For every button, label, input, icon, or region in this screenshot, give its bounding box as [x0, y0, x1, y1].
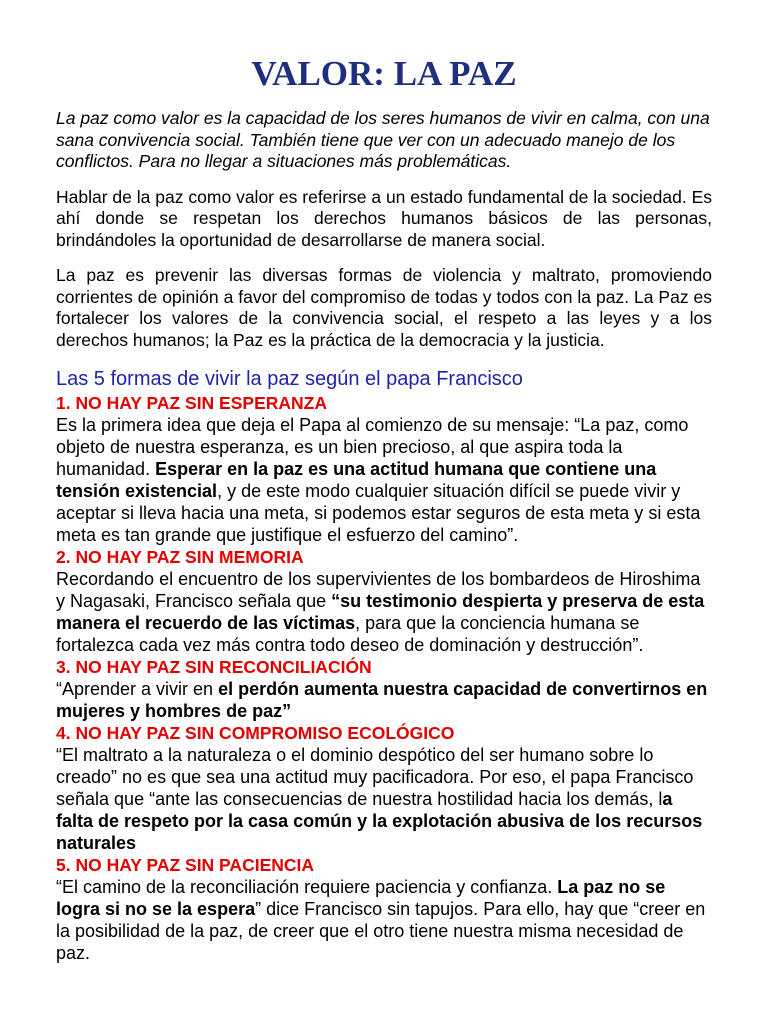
- item-text: Recordando el encuentro de los supervivientes de los bombardeos de Hiroshima y Nagasaki, Francisco señala que: [56, 569, 701, 611]
- item-title: 3. NO HAY PAZ SIN RECONCILIACIÓN: [56, 657, 372, 677]
- list-item: [56, 656, 712, 722]
- item-text: ” dice Francisco sin tapujos. Para ello, hay que “creer en la posibilidad de la paz, de creer que el otro tiene nuestra misma necesidad de paz.: [56, 899, 706, 963]
- item-text: “El camino de la reconciliación requiere paciencia y confianza.: [56, 877, 558, 897]
- item-body: [56, 414, 712, 546]
- item-bold-text: a falta de respeto por la casa común y la explotación abusiva de los recursos naturales: [56, 789, 703, 853]
- item-body: [56, 744, 712, 854]
- item-body: [56, 678, 712, 722]
- item-title: 2. NO HAY PAZ SIN MEMORIA: [56, 547, 304, 567]
- document-page: [56, 0, 712, 964]
- item-bold-text: “su testimonio despierta y preserva de esta manera el recuerdo de las víctimas: [56, 591, 705, 633]
- item-title: 5. NO HAY PAZ SIN PACIENCIA: [56, 855, 315, 875]
- section-subtitle: Las 5 formas de vivir la paz según el papa Francisco: [56, 368, 523, 390]
- list-item: [56, 546, 712, 656]
- intro-paragraph: La paz como valor es la capacidad de los seres humanos de vivir en calma, con una sana convivencia social. También tiene que ver con un adecuado manejo de los conflictos. Para no llegar a situaciones más problemáticas.: [56, 108, 710, 171]
- item-text: “Aprender a vivir en: [56, 679, 219, 699]
- list-item: [56, 392, 712, 546]
- list-item: [56, 722, 712, 854]
- item-bold-text: Esperar en la paz es una actitud humana que contiene una tensión existencial: [56, 459, 657, 501]
- page-title: VALOR: LA PAZ: [251, 54, 517, 93]
- body-paragraph: Hablar de la paz como valor es referirse a un estado fundamental de la sociedad. Es ahí donde se respetan los derechos humanos básicos de las personas, brindándoles la oportunidad de desarrollarse de manera social.: [56, 186, 712, 250]
- item-text: , para que la conciencia humana se fortalezca cada vez más contra todo deseo de dominación y destrucción”.: [56, 613, 644, 655]
- item-body: [56, 568, 712, 656]
- item-text: Es la primera idea que deja el Papa al comienzo de su mensaje: “La paz, como objeto de nuestra esperanza, es un bien precioso, al que aspira toda la humanidad.: [56, 415, 689, 479]
- item-bold-text: La paz no se logra si no se la espera: [56, 877, 666, 919]
- item-text: , y de este modo cualquier situación difícil se puede vivir y aceptar si lleva hacia una meta, si podemos estar seguros de esta meta y si esta meta es tan grande que justifique el esfuerzo del camino”.: [56, 481, 701, 545]
- item-title: 1. NO HAY PAZ SIN ESPERANZA: [56, 393, 327, 413]
- item-text: “El maltrato a la naturaleza o el dominio despótico del ser humano sobre lo creado” no es que sea una actitud muy pacificadora. Por eso, el papa Francisco señala que “ante las consecuencias de nuestra hostilidad hacia los demás, l: [56, 745, 694, 809]
- list-item: [56, 854, 712, 964]
- item-body: [56, 876, 712, 964]
- body-paragraph: La paz es prevenir las diversas formas de violencia y maltrato, promoviendo corrientes de opinión a favor del compromiso de todas y todos con la paz. La Paz es fortalecer los valores de la convivencia social, el respeto a las leyes y a los derechos humanos; la Paz es la práctica de la democracia y la justicia.: [56, 265, 712, 350]
- item-bold-text: el perdón aumenta nuestra capacidad de convertirnos en mujeres y hombres de paz”: [56, 679, 708, 721]
- item-title: 4. NO HAY PAZ SIN COMPROMISO ECOLÓGICO: [56, 723, 455, 743]
